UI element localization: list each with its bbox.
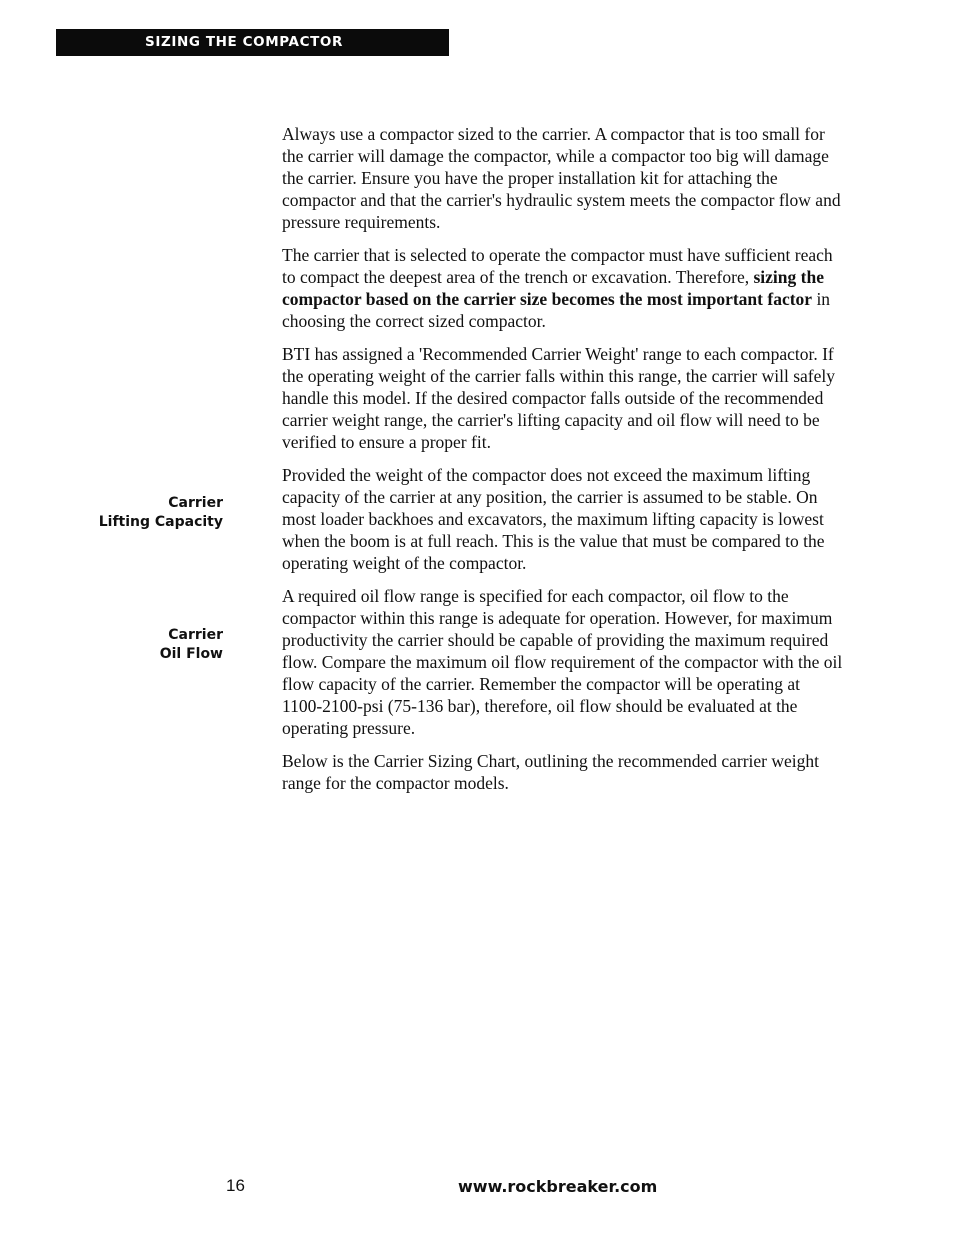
paragraph-text: in choosing the correct sized compactor. bbox=[282, 289, 831, 331]
paragraph-text: The carrier that is selected to operate the compactor must have sufficient reach to compact the deepest area of the trench or excavation. Therefore, bbox=[282, 245, 833, 287]
paragraph-reach bbox=[282, 244, 844, 332]
margin-label-line: Oil Flow bbox=[159, 646, 223, 662]
page-number: 16 bbox=[226, 1176, 245, 1195]
website-url: www.rockbreaker.com bbox=[458, 1177, 658, 1196]
paragraph-carrier-size: Always use a compactor sized to the carrier. A compactor that is too small for the carrier will damage the compactor, while a compactor too big will damage the carrier. Ensure you have the proper installation kit for attaching the compactor and that the carrier's hydraulic system meets the compactor flow and pressure requirements. bbox=[282, 124, 841, 232]
section-header-bar bbox=[56, 29, 449, 56]
margin-label-lifting-capacity bbox=[99, 494, 223, 532]
paragraph-lifting-capacity: Provided the weight of the compactor does not exceed the maximum lifting capacity of the carrier at any position, the carrier is assumed to be stable. On most loader backhoes and excavators, the maximum lifting capacity is lowest when the boom is at full reach. This is the value that must be compared to the operating weight of the compactor. bbox=[282, 465, 825, 573]
margin-label-line: Carrier bbox=[168, 627, 223, 643]
section-title: SIZING THE COMPACTOR bbox=[145, 34, 343, 50]
paragraph-recommended-weight: BTI has assigned a 'Recommended Carrier Weight' range to each compactor. If the operating weight of the carrier falls within this range, the carrier will safely handle this model. If the desired compactor falls outside of the recommended carrier weight range, the carrier's lifting capacity and oil flow will need to be verified to ensure a proper fit. bbox=[282, 344, 835, 452]
body-text-column bbox=[282, 123, 844, 805]
emphasis-text: sizing the compactor based on the carrier size becomes the most important factor bbox=[282, 267, 824, 309]
margin-label-line: Lifting Capacity bbox=[98, 514, 223, 530]
paragraph-oil-flow: A required oil flow range is specified for each compactor, oil flow to the compactor within this range is adequate for operation. However, for maximum productivity the carrier should be capable of providing the maximum required flow. Compare the maximum oil flow requirement of the compactor with the oil flow capacity of the carrier. Remember the compactor will be operating at 1100-2100-psi (75-136 bar), therefore, oil flow should be evaluated at the operating pressure. bbox=[282, 586, 843, 738]
margin-label-oil-flow bbox=[160, 626, 223, 664]
margin-label-line: Carrier bbox=[168, 495, 223, 511]
paragraph-sizing-chart-intro: Below is the Carrier Sizing Chart, outlining the recommended carrier weight range for the compactor models. bbox=[282, 751, 819, 793]
